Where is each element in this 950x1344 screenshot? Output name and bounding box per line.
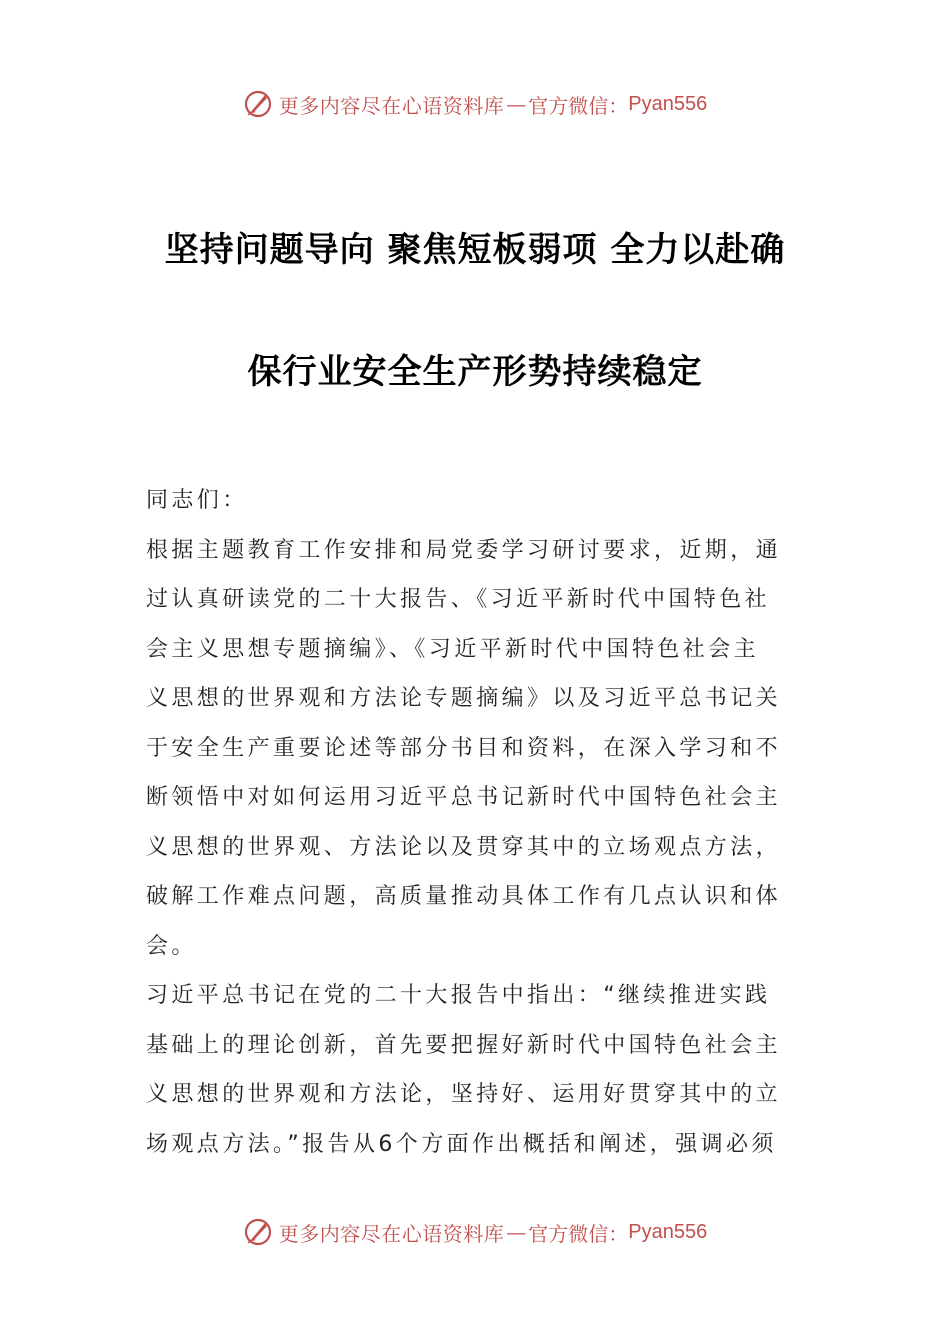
quill-logo-icon bbox=[243, 1217, 273, 1247]
body-line: 同志们： bbox=[146, 488, 248, 513]
body-line: 过认真研读党的二十大报告、《习近平新时代中国特色社 bbox=[146, 587, 771, 612]
banner-separator: — bbox=[506, 1220, 527, 1244]
body-line: 会主义思想专题摘编》、《习近平新时代中国特色社会主 bbox=[146, 636, 760, 662]
banner-text: 更多内容尽在心语资料库 bbox=[278, 1221, 505, 1246]
body-text bbox=[146, 476, 806, 1169]
body-line: 根据主题教育工作安排和局党委学习研讨要求，近期，通 bbox=[146, 537, 782, 563]
banner-wechat-id: Pyan556 bbox=[628, 1220, 708, 1243]
page-title-line-1: 坚持问题导向 聚焦短板弱项 全力以赴确 bbox=[164, 230, 786, 270]
banner-wechat-id: Pyan556 bbox=[628, 92, 708, 115]
banner-wechat-label: 官方微信： bbox=[528, 93, 629, 118]
body-line: 会。 bbox=[146, 933, 197, 959]
body-line: 场观点方法。”报告从6个方面作出概括和阐述，强调必须 bbox=[146, 1131, 777, 1157]
body-line: 义思想的世界观和方法论，坚持好、运用好贯穿其中的立 bbox=[146, 1082, 782, 1107]
body-line: 义思想的世界观、方法论以及贯穿其中的立场观点方法， bbox=[146, 834, 782, 860]
quill-logo-icon bbox=[243, 89, 273, 119]
page-title-line-2: 保行业安全生产形势持续稳定 bbox=[247, 352, 703, 392]
body-line: 断领悟中对如何运用习近平总书记新时代中国特色社会主 bbox=[146, 785, 782, 810]
body-line: 于安全生产重要论述等部分书目和资料，在深入学习和不 bbox=[146, 735, 782, 761]
body-line: 破解工作难点问题，高质量推动具体工作有几点认识和体 bbox=[146, 884, 782, 909]
banner-text: 更多内容尽在心语资料库 bbox=[278, 93, 505, 118]
body-line: 习近平总书记在党的二十大报告中指出：“继续推进实践 bbox=[146, 983, 771, 1008]
body-line: 基础上的理论创新，首先要把握好新时代中国特色社会主 bbox=[146, 1032, 782, 1058]
banner-wechat-label: 官方微信： bbox=[528, 1221, 629, 1246]
body-line: 义思想的世界观和方法论专题摘编》以及习近平总书记关 bbox=[146, 686, 782, 711]
header-watermark-banner bbox=[0, 84, 950, 124]
footer-watermark-banner bbox=[0, 1212, 950, 1252]
banner-separator: — bbox=[506, 92, 527, 116]
